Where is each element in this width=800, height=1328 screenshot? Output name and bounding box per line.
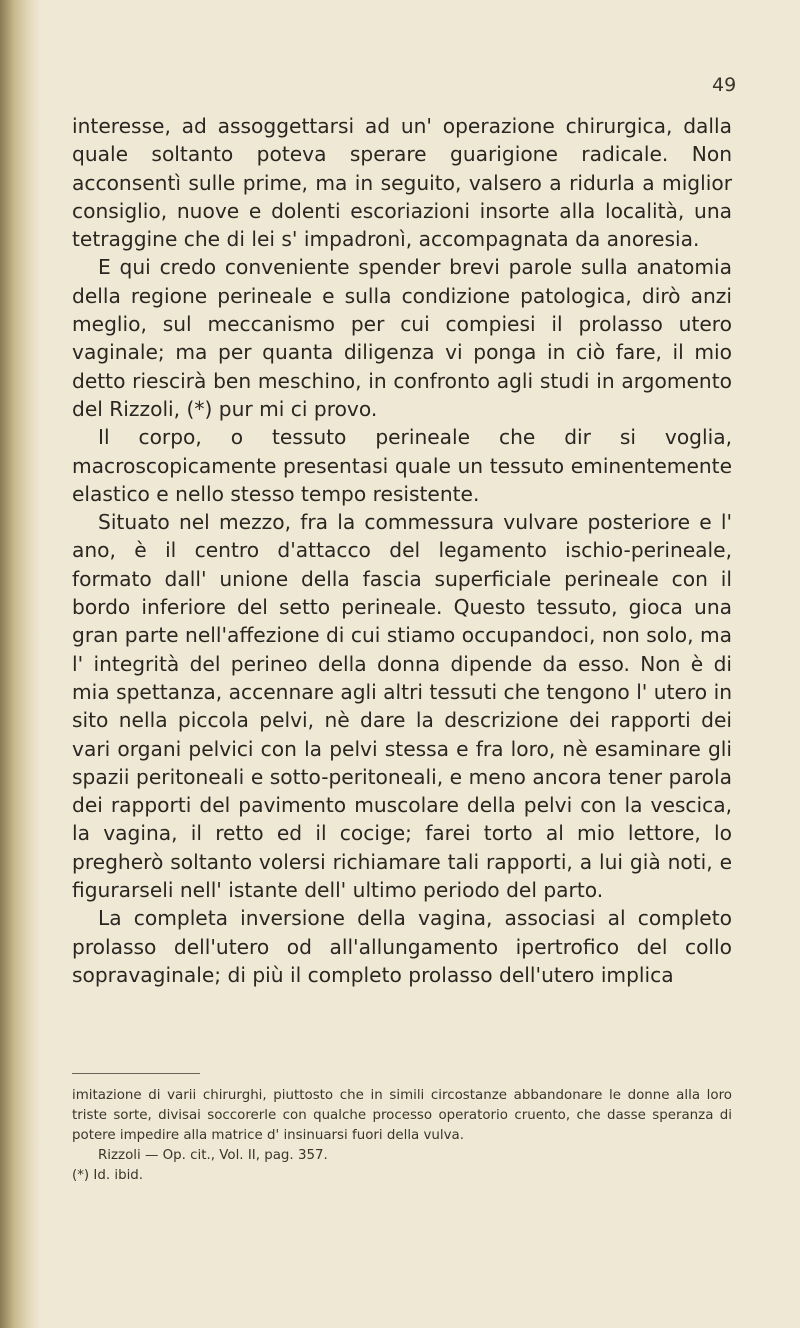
footnote-reference-rizzoli: Rizzoli — Op. cit., Vol. II, pag. 357. bbox=[98, 1148, 328, 1163]
paragraph-2: E qui credo conveniente spender brevi parole sulla anatomia della regione perineale e sulla condizione patologica, dirò anzi meglio, sul meccanismo per cui compiesi il prolasso utero vaginale; ma per quanta diligenza vi ponga in ciò fare, il mio detto riescirà ben meschino, in confronto agli studi in argomento del Rizzoli, (*) pur mi ci provo. bbox=[72, 255, 732, 421]
page-number: 49 bbox=[712, 74, 737, 96]
footnote-reference-ibid: (*) Id. ibid. bbox=[72, 1168, 144, 1183]
footnotes bbox=[72, 1086, 732, 1186]
body-text bbox=[72, 112, 732, 989]
book-binding-edge bbox=[0, 0, 40, 1328]
footnote-continuation: imitazione di varii chirurghi, piuttosto che in simili circostanze abbandonare le donne alla loro triste sorte, divisai soccorerle con qualche processo operatorio cruento, che dasse speranza di potere impedire alla matrice d' insinuarsi fuori della vulva. bbox=[72, 1088, 732, 1143]
paragraph-3: Il corpo, o tessuto perineale che dir si voglia, macroscopicamente presentasi quale un tessuto eminentemente elastico e nello stesso tempo resistente. bbox=[72, 425, 732, 506]
paragraph-4: Situato nel mezzo, fra la commessura vulvare posteriore e l' ano, è il centro d'attacco del legamento ischio-perineale, formato dall' unione della fascia superficiale perineale con il bordo inferiore del setto perineale. Questo tessuto, gioca una gran parte nell'affezione di cui stiamo occupandoci, non solo, ma l' integrità del perineo della donna dipende da esso. Non è di mia spettanza, accennare agli altri tessuti che tengono l' utero in sito nella piccola pelvi, nè dare la descrizione dei rapporti dei vari organi pelvici con la pelvi stessa e fra loro, nè esaminare gli spazii peritoneali e sotto-peritoneali, e meno ancora tener parola dei rapporti del pavimento muscolare della pelvi con la vescica, la vagina, il retto ed il cocige; farei torto al mio lettore, lo pregherò soltanto volersi richiamare tali rapporti, a lui già noti, e figurarseli nell' istante dell' ultimo periodo del parto. bbox=[72, 510, 732, 903]
paragraph-5: La completa inversione della vagina, associasi al completo prolasso dell'utero od all'allungamento ipertrofico del collo sopravaginale; di più il completo prolasso dell'utero implica bbox=[72, 906, 732, 987]
paragraph-1: interesse, ad assoggettarsi ad un' operazione chirurgica, dalla quale soltanto poteva sperare guarigione radicale. Non acconsentì sulle prime, ma in seguito, valsero a ridurla a miglior consiglio, nuove e dolenti escoriazioni insorte alla località, una tetraggine che di lei s' impadronì, accompagnata da anoresia. bbox=[72, 114, 732, 252]
footnote-divider bbox=[72, 1073, 200, 1074]
